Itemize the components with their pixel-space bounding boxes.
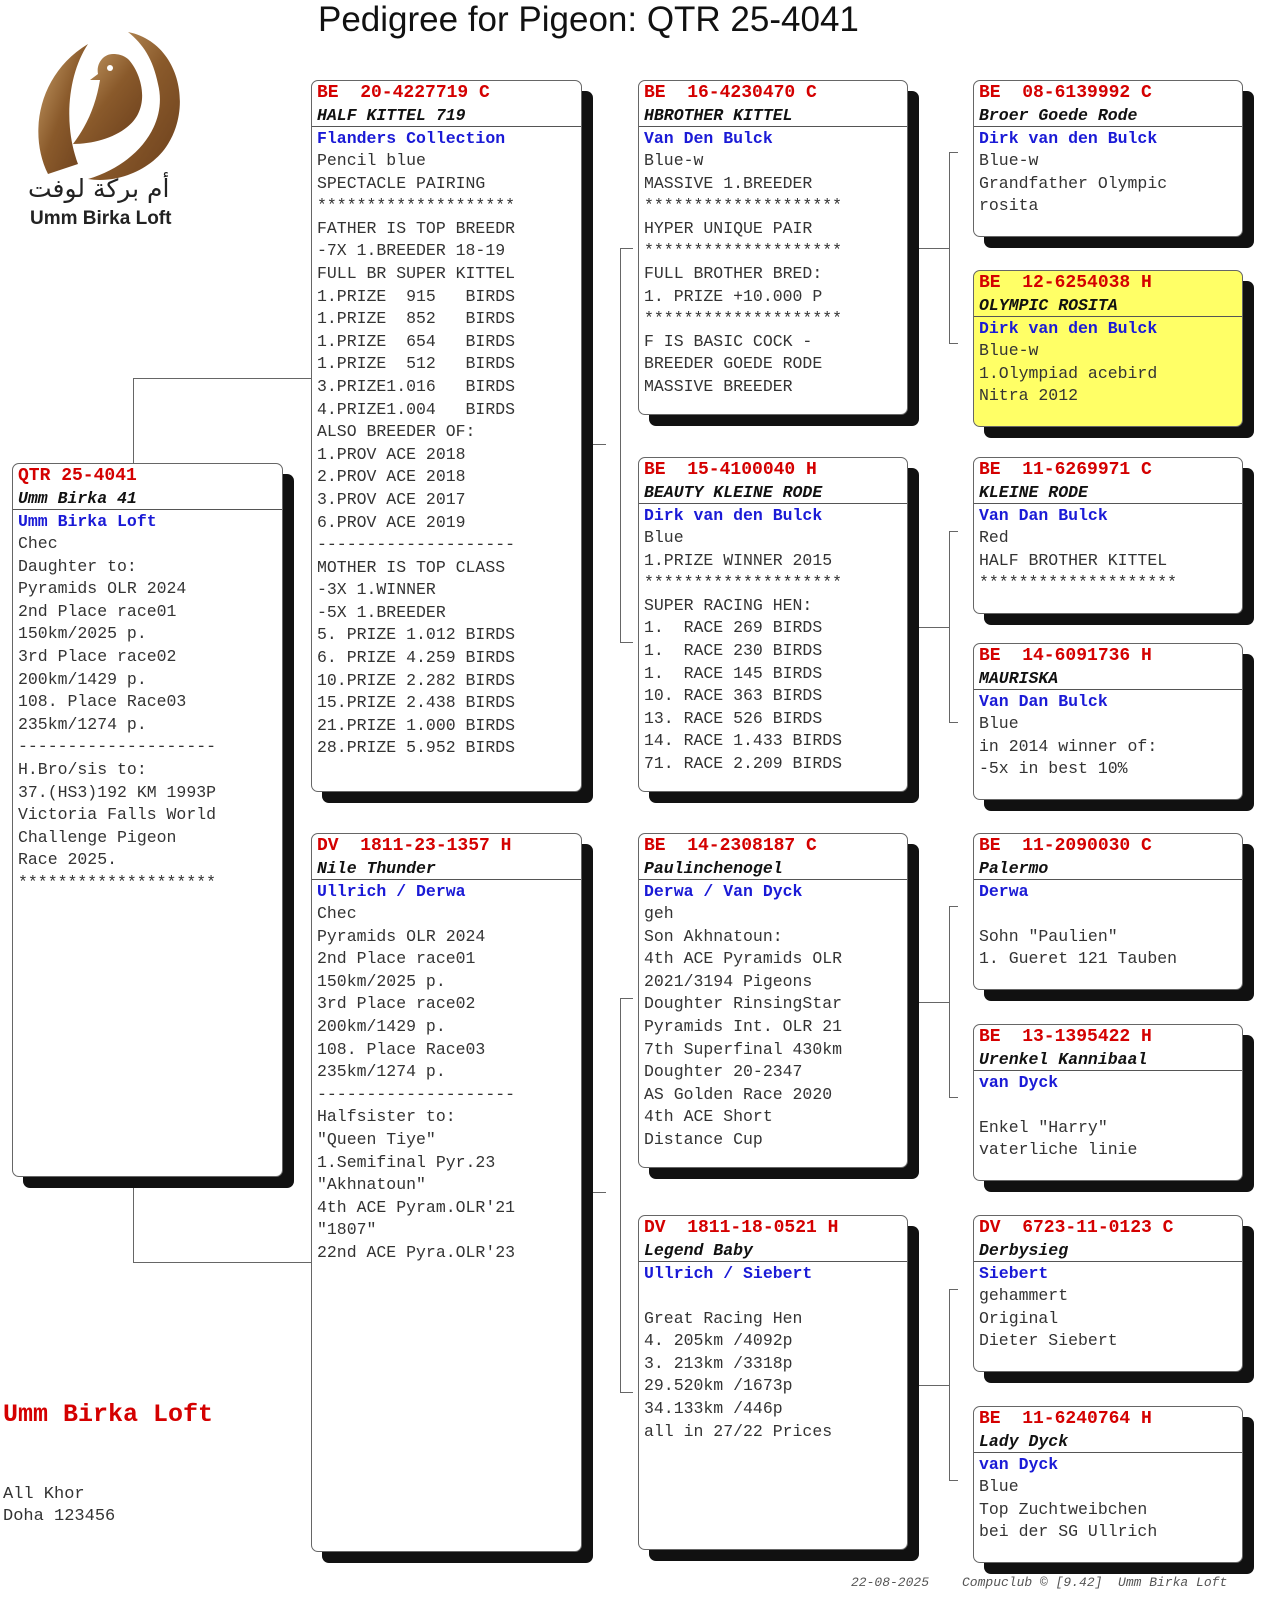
info-line: Victoria Falls World bbox=[18, 805, 217, 825]
info-line: 13. RACE 526 BIRDS bbox=[644, 708, 823, 728]
info-line bbox=[974, 1094, 1242, 1117]
connector-line bbox=[949, 531, 958, 723]
info-line: 10.PRIZE 2.282 BIRDS bbox=[317, 670, 516, 690]
info-line: 1.PRIZE 654 BIRDS bbox=[317, 331, 516, 351]
info-line: 4th ACE Short bbox=[644, 1107, 773, 1127]
breeder-name: Flanders Collection bbox=[317, 129, 506, 148]
breeder-name: Dirk van den Bulck bbox=[979, 129, 1158, 148]
connector-line bbox=[133, 1166, 312, 1263]
ring-number: BE 08-6139992 C bbox=[979, 83, 1152, 103]
info-line: Halfsister to: bbox=[317, 1107, 456, 1127]
info-line: 22nd ACE Pyra.OLR'23 bbox=[317, 1242, 516, 1262]
info-line: 3.PROV ACE 2017 bbox=[317, 489, 466, 509]
pigeon-name: HALF KITTEL 719 bbox=[312, 105, 581, 127]
breeder-name: Dirk van den Bulck bbox=[979, 319, 1158, 338]
info-line: rosita bbox=[979, 196, 1039, 216]
info-line: 34.133km /446p bbox=[644, 1398, 783, 1418]
info-line: 3rd Place race02 bbox=[18, 646, 177, 666]
info-line: -5x in best 10% bbox=[979, 759, 1128, 779]
info-line: 6. PRIZE 4.259 BIRDS bbox=[317, 648, 516, 668]
info-line: ******************** bbox=[644, 309, 843, 329]
info-line: 2.PROV ACE 2018 bbox=[317, 467, 466, 487]
connector-line bbox=[582, 1192, 606, 1194]
pigeon-name: Lady Dyck bbox=[974, 1431, 1242, 1453]
info-line: H.Bro/sis to: bbox=[18, 759, 147, 779]
info-line: "Akhnatoun" bbox=[317, 1175, 426, 1195]
info-line: Chec bbox=[317, 904, 357, 923]
info-line: 71. RACE 2.209 BIRDS bbox=[644, 753, 843, 773]
logo-arabic-text: أم بركة لوفت bbox=[28, 174, 170, 203]
ring-number: DV 6723-11-0123 C bbox=[979, 1218, 1174, 1238]
info-line: 150km/2025 p. bbox=[18, 624, 147, 644]
info-line: 200km/1429 p. bbox=[18, 669, 147, 689]
info-line: Pyramids Int. OLR 21 bbox=[644, 1016, 843, 1036]
info-line: 4th ACE Pyramids OLR bbox=[644, 949, 843, 969]
breeder-name: Derwa / Van Dyck bbox=[644, 882, 803, 901]
info-line: Blue-w bbox=[979, 151, 1039, 170]
pedigree-card-subject[interactable] bbox=[12, 463, 283, 1177]
info-line: FATHER IS TOP BREEDR bbox=[317, 218, 516, 238]
info-line: Original bbox=[979, 1308, 1059, 1328]
info-line: 21.PRIZE 1.000 BIRDS bbox=[317, 715, 516, 735]
pigeon-name: BEAUTY KLEINE RODE bbox=[639, 482, 907, 504]
info-line: Red bbox=[979, 528, 1009, 547]
info-line: Great Racing Hen bbox=[644, 1308, 803, 1328]
info-line: -3X 1.WINNER bbox=[317, 580, 436, 600]
info-line: 15.PRIZE 2.438 BIRDS bbox=[317, 693, 516, 713]
ring-number: BE 11-6240764 H bbox=[979, 1409, 1152, 1429]
pedigree-card-dam-dam-dam[interactable] bbox=[973, 1406, 1243, 1563]
info-line: 1.Olympiad acebird bbox=[979, 363, 1158, 383]
breeder-name: Ullrich / Derwa bbox=[317, 882, 466, 901]
info-line: Blue-w bbox=[979, 341, 1039, 360]
pedigree-card-dam-dam[interactable] bbox=[638, 1215, 908, 1550]
connector-line bbox=[905, 1002, 949, 1004]
info-line: Nitra 2012 bbox=[979, 386, 1079, 406]
ring-number: BE 20-4227719 C bbox=[317, 83, 490, 103]
info-line: "1807" bbox=[317, 1220, 377, 1240]
pigeon-name: Urenkel Kannibaal bbox=[974, 1049, 1242, 1071]
info-line: 2nd Place race01 bbox=[18, 601, 177, 621]
info-line bbox=[639, 1285, 907, 1308]
pigeon-name: OLYMPIC ROSITA bbox=[974, 295, 1242, 317]
info-line: MASSIVE BREEDER bbox=[644, 376, 793, 396]
info-line: Sohn "Paulien" bbox=[979, 926, 1118, 946]
info-line: 1.PRIZE 915 BIRDS bbox=[317, 286, 516, 306]
info-line: 108. Place Race03 bbox=[18, 692, 187, 712]
info-line: BREEDER GOEDE RODE bbox=[644, 354, 823, 374]
info-line: 200km/1429 p. bbox=[317, 1016, 446, 1036]
info-line: vaterliche linie bbox=[979, 1140, 1138, 1160]
info-line: ******************** bbox=[644, 196, 843, 216]
ring-number: DV 1811-18-0521 H bbox=[644, 1218, 839, 1238]
ring-number: BE 14-2308187 C bbox=[644, 836, 817, 856]
info-line: 1.Semifinal Pyr.23 bbox=[317, 1152, 496, 1172]
info-line: 4th ACE Pyram.OLR'21 bbox=[317, 1197, 516, 1217]
info-line: "Queen Tiye" bbox=[317, 1129, 436, 1149]
info-line: Top Zuchtweibchen bbox=[979, 1499, 1148, 1519]
pedigree-card-dam-sire[interactable] bbox=[638, 833, 908, 1168]
address-line: All Khor bbox=[3, 1485, 85, 1504]
info-line: 14. RACE 1.433 BIRDS bbox=[644, 731, 843, 751]
ring-number: BE 12-6254038 H bbox=[979, 273, 1152, 293]
ring-number: BE 15-4100040 H bbox=[644, 460, 817, 480]
pedigree-card-sire-dam-sire[interactable] bbox=[973, 457, 1243, 614]
info-line: in 2014 winner of: bbox=[979, 736, 1158, 756]
connector-line bbox=[620, 248, 633, 643]
pigeon-name: Legend Baby bbox=[639, 1240, 907, 1262]
info-line: 1. Gueret 121 Tauben bbox=[979, 949, 1178, 969]
info-line: Blue-w bbox=[644, 151, 704, 170]
breeder-name: Umm Birka Loft bbox=[18, 512, 157, 531]
connector-line bbox=[133, 378, 312, 465]
info-line: Daughter to: bbox=[18, 556, 137, 576]
pedigree-card-dam[interactable] bbox=[311, 833, 582, 1552]
info-line: geh bbox=[644, 904, 674, 923]
info-line: ******************** bbox=[644, 573, 843, 593]
address-line: Doha 123456 bbox=[3, 1507, 116, 1526]
info-line: 1. PRIZE +10.000 P bbox=[644, 286, 823, 306]
info-line: -------------------- bbox=[18, 737, 217, 757]
info-line: F IS BASIC COCK - bbox=[644, 331, 813, 351]
pedigree-card-dam-dam-sire[interactable] bbox=[973, 1215, 1243, 1372]
pigeon-name: Derbysieg bbox=[974, 1240, 1242, 1262]
info-line: 1.PRIZE 852 BIRDS bbox=[317, 309, 516, 329]
connector-line bbox=[905, 1385, 949, 1387]
connector-line bbox=[949, 152, 958, 344]
info-line: Distance Cup bbox=[644, 1129, 763, 1149]
info-line: ******************** bbox=[317, 196, 516, 216]
pedigree-card-dam-sire-sire[interactable] bbox=[973, 833, 1243, 990]
info-line: 4. 205km /4092p bbox=[644, 1331, 793, 1351]
print-date: 22-08-2025 bbox=[851, 1575, 930, 1590]
info-line: 1. RACE 145 BIRDS bbox=[644, 663, 823, 683]
pedigree-card-sire-sire-sire[interactable] bbox=[973, 80, 1243, 237]
breeder-name: Siebert bbox=[979, 1264, 1049, 1283]
pigeon-name: HBROTHER KITTEL bbox=[639, 105, 907, 127]
ring-number: DV 1811-23-1357 H bbox=[317, 836, 512, 856]
ring-number: BE 11-2090030 C bbox=[979, 836, 1152, 856]
info-line: -------------------- bbox=[317, 1084, 516, 1104]
info-line: Son Akhnatoun: bbox=[644, 926, 783, 946]
pigeon-name: Palermo bbox=[974, 858, 1242, 880]
info-line: FULL BROTHER BRED: bbox=[644, 263, 823, 283]
info-line: bei der SG Ullrich bbox=[979, 1522, 1158, 1542]
info-line: 1.PRIZE WINNER 2015 bbox=[644, 550, 833, 570]
pedigree-card-sire[interactable] bbox=[311, 80, 582, 792]
software-credit: Compuclub © [9.42] Umm Birka Loft bbox=[962, 1575, 1228, 1590]
pedigree-card-dam-sire-dam[interactable] bbox=[973, 1024, 1243, 1181]
info-line: MASSIVE 1.BREEDER bbox=[644, 173, 813, 193]
ring-number: BE 13-1395422 H bbox=[979, 1027, 1152, 1047]
pigeon-name: MAURISKA bbox=[974, 668, 1242, 690]
info-line bbox=[974, 903, 1242, 926]
info-line: 1. RACE 269 BIRDS bbox=[644, 618, 823, 638]
info-line: AS Golden Race 2020 bbox=[644, 1084, 833, 1104]
pedigree-card-sire-dam-dam[interactable] bbox=[973, 643, 1243, 800]
info-line: Pyramids OLR 2024 bbox=[18, 579, 187, 599]
info-line: Doughter RinsingStar bbox=[644, 994, 843, 1014]
info-line: 3.PRIZE1.016 BIRDS bbox=[317, 376, 516, 396]
pigeon-name: Umm Birka 41 bbox=[13, 488, 282, 510]
ring-number: QTR 25-4041 bbox=[18, 466, 137, 486]
connector-line bbox=[905, 627, 949, 629]
info-line: gehammert bbox=[979, 1286, 1069, 1305]
info-line: 235km/1274 p. bbox=[18, 714, 147, 734]
info-line: 5. PRIZE 1.012 BIRDS bbox=[317, 625, 516, 645]
info-line: SPECTACLE PAIRING bbox=[317, 173, 486, 193]
info-line: 3rd Place race02 bbox=[317, 994, 476, 1014]
info-line: 7th Superfinal 430km bbox=[644, 1039, 843, 1059]
logo-english-text: Umm Birka Loft bbox=[30, 208, 172, 229]
info-line: Doughter 20-2347 bbox=[644, 1062, 803, 1082]
info-line: MOTHER IS TOP CLASS bbox=[317, 557, 506, 577]
pigeon-name: KLEINE RODE bbox=[974, 482, 1242, 504]
info-line: Grandfather Olympic bbox=[979, 173, 1168, 193]
info-line: ALSO BREEDER OF: bbox=[317, 422, 476, 442]
ring-number: BE 11-6269971 C bbox=[979, 460, 1152, 480]
connector-line bbox=[949, 906, 958, 1098]
page-title: Pedigree for Pigeon: QTR 25-4041 bbox=[318, 0, 859, 39]
connector-line bbox=[949, 1289, 958, 1481]
connector-line bbox=[620, 998, 633, 1393]
info-line: 3. 213km /3318p bbox=[644, 1353, 793, 1373]
breeder-name: Van Dan Bulck bbox=[979, 692, 1108, 711]
info-line: all in 27/22 Prices bbox=[644, 1421, 833, 1441]
breeder-name: van Dyck bbox=[979, 1073, 1059, 1092]
connector-line bbox=[582, 444, 606, 446]
info-line: HYPER UNIQUE PAIR bbox=[644, 218, 813, 238]
info-line: 1.PROV ACE 2018 bbox=[317, 444, 466, 464]
info-line: Blue bbox=[979, 714, 1019, 733]
info-line: 150km/2025 p. bbox=[317, 971, 446, 991]
pedigree-card-sire-sire[interactable] bbox=[638, 80, 908, 415]
info-line: 6.PROV ACE 2019 bbox=[317, 512, 466, 532]
info-line: -5X 1.BREEDER bbox=[317, 602, 446, 622]
info-line: Blue bbox=[979, 1477, 1019, 1496]
info-line: Challenge Pigeon bbox=[18, 827, 177, 847]
info-line: Pyramids OLR 2024 bbox=[317, 926, 486, 946]
info-line: 2021/3194 Pigeons bbox=[644, 971, 813, 991]
pedigree-card-sire-sire-dam[interactable] bbox=[973, 270, 1243, 427]
info-line: Chec bbox=[18, 534, 58, 553]
info-line: -7X 1.BREEDER 18-19 bbox=[317, 241, 506, 261]
info-line: HALF BROTHER KITTEL bbox=[979, 550, 1168, 570]
info-line: 1. RACE 230 BIRDS bbox=[644, 640, 823, 660]
pigeon-name: Paulinchenogel bbox=[639, 858, 907, 880]
breeder-name: van Dyck bbox=[979, 1455, 1059, 1474]
info-line: 235km/1274 p. bbox=[317, 1062, 446, 1082]
breeder-name: Derwa bbox=[979, 882, 1029, 901]
info-line: Pencil blue bbox=[317, 151, 426, 170]
pedigree-card-sire-dam[interactable] bbox=[638, 457, 908, 792]
info-line: 28.PRIZE 5.952 BIRDS bbox=[317, 738, 516, 758]
info-line: Race 2025. bbox=[18, 850, 118, 870]
breeder-name: Ullrich / Siebert bbox=[644, 1264, 813, 1283]
ring-number: BE 14-6091736 H bbox=[979, 646, 1152, 666]
info-line: 10. RACE 363 BIRDS bbox=[644, 686, 823, 706]
breeder-name: Van Dan Bulck bbox=[979, 506, 1108, 525]
info-line: Blue bbox=[644, 528, 684, 547]
info-line: FULL BR SUPER KITTEL bbox=[317, 263, 516, 283]
info-line: 2nd Place race01 bbox=[317, 949, 476, 969]
info-line: -------------------- bbox=[317, 535, 516, 555]
info-line: 29.520km /1673p bbox=[644, 1376, 793, 1396]
info-line: Dieter Siebert bbox=[979, 1331, 1118, 1351]
info-line: 108. Place Race03 bbox=[317, 1039, 486, 1059]
info-line: ******************** bbox=[979, 573, 1178, 593]
pigeon-name: Nile Thunder bbox=[312, 858, 581, 880]
connector-line bbox=[905, 248, 949, 250]
info-line: ******************** bbox=[18, 872, 217, 892]
info-line: Enkel "Harry" bbox=[979, 1117, 1108, 1137]
info-line: 4.PRIZE1.004 BIRDS bbox=[317, 399, 516, 419]
breeder-name: Van Den Bulck bbox=[644, 129, 773, 148]
pigeon-name: Broer Goede Rode bbox=[974, 105, 1242, 127]
info-line: 37.(HS3)192 KM 1993P bbox=[18, 782, 217, 802]
info-line: SUPER RACING HEN: bbox=[644, 595, 813, 615]
info-line: ******************** bbox=[644, 241, 843, 261]
loft-name: Umm Birka Loft bbox=[3, 1400, 214, 1429]
breeder-name: Dirk van den Bulck bbox=[644, 506, 823, 525]
info-line: 1.PRIZE 512 BIRDS bbox=[317, 354, 516, 374]
ring-number: BE 16-4230470 C bbox=[644, 83, 817, 103]
